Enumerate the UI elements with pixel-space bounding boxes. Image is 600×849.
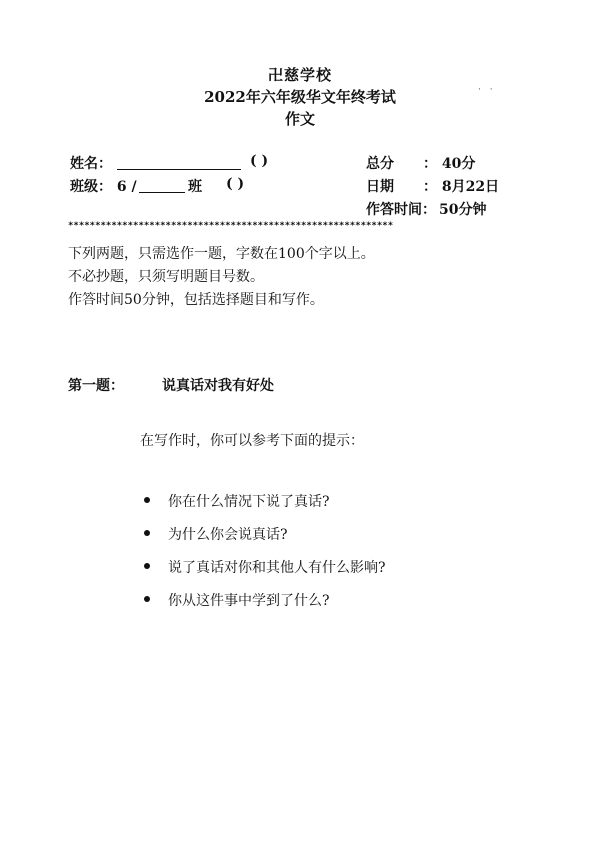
instruction-line: 作答时间50分钟，包括选择题目和写作。 [68, 292, 324, 308]
exam-title: 2022年六年级华文年终考试 [204, 88, 396, 106]
list-item [140, 524, 386, 557]
scan-marks: · · [478, 85, 496, 95]
list-item [140, 491, 386, 524]
question-title: 说真话对我有好处 [162, 378, 274, 394]
date-label: 日期 [366, 179, 394, 195]
star-separator: ************************************************************ [68, 221, 394, 231]
school-name: 卍慈学校 [267, 66, 332, 84]
total-score-value: ： 40分 [423, 156, 476, 172]
instruction-line: 下列两题，只需选作一题，字数在100个字以上。 [68, 246, 375, 262]
class-word: 班 [188, 179, 202, 195]
time-value: 50分钟 [439, 202, 487, 218]
class-label: 班级： 6 / [70, 179, 137, 195]
list-item [140, 557, 386, 590]
question-label: 第一题： [68, 378, 124, 394]
total-score-label: 总分 [366, 156, 394, 172]
hint-list [140, 491, 386, 623]
bullet-icon [144, 497, 150, 503]
list-item [140, 590, 386, 623]
class-field[interactable] [139, 177, 185, 193]
bullet-icon [144, 596, 150, 602]
time-label: 作答时间： [366, 202, 436, 218]
hint-intro: 在写作时，你可以参考下面的提示： [140, 433, 364, 449]
subject-title: 作文 [284, 110, 315, 128]
instruction-line: 不必抄题，只须写明题目号数。 [68, 269, 264, 285]
bullet-icon [144, 563, 150, 569]
date-value: ： 8月22日 [423, 179, 500, 195]
hint-text: 你在什么情况下说了真话? [168, 494, 330, 510]
class-number-field[interactable]: ( ) [226, 176, 245, 192]
name-label: 姓名： [70, 156, 112, 172]
hint-text: 为什么你会说真话? [168, 527, 288, 543]
name-number-field[interactable]: ( ) [250, 153, 269, 169]
name-field[interactable] [117, 154, 241, 170]
bullet-icon [144, 530, 150, 536]
hint-text: 你从这件事中学到了什么? [168, 593, 330, 609]
hint-text: 说了真话对你和其他人有什么影响? [168, 560, 386, 576]
